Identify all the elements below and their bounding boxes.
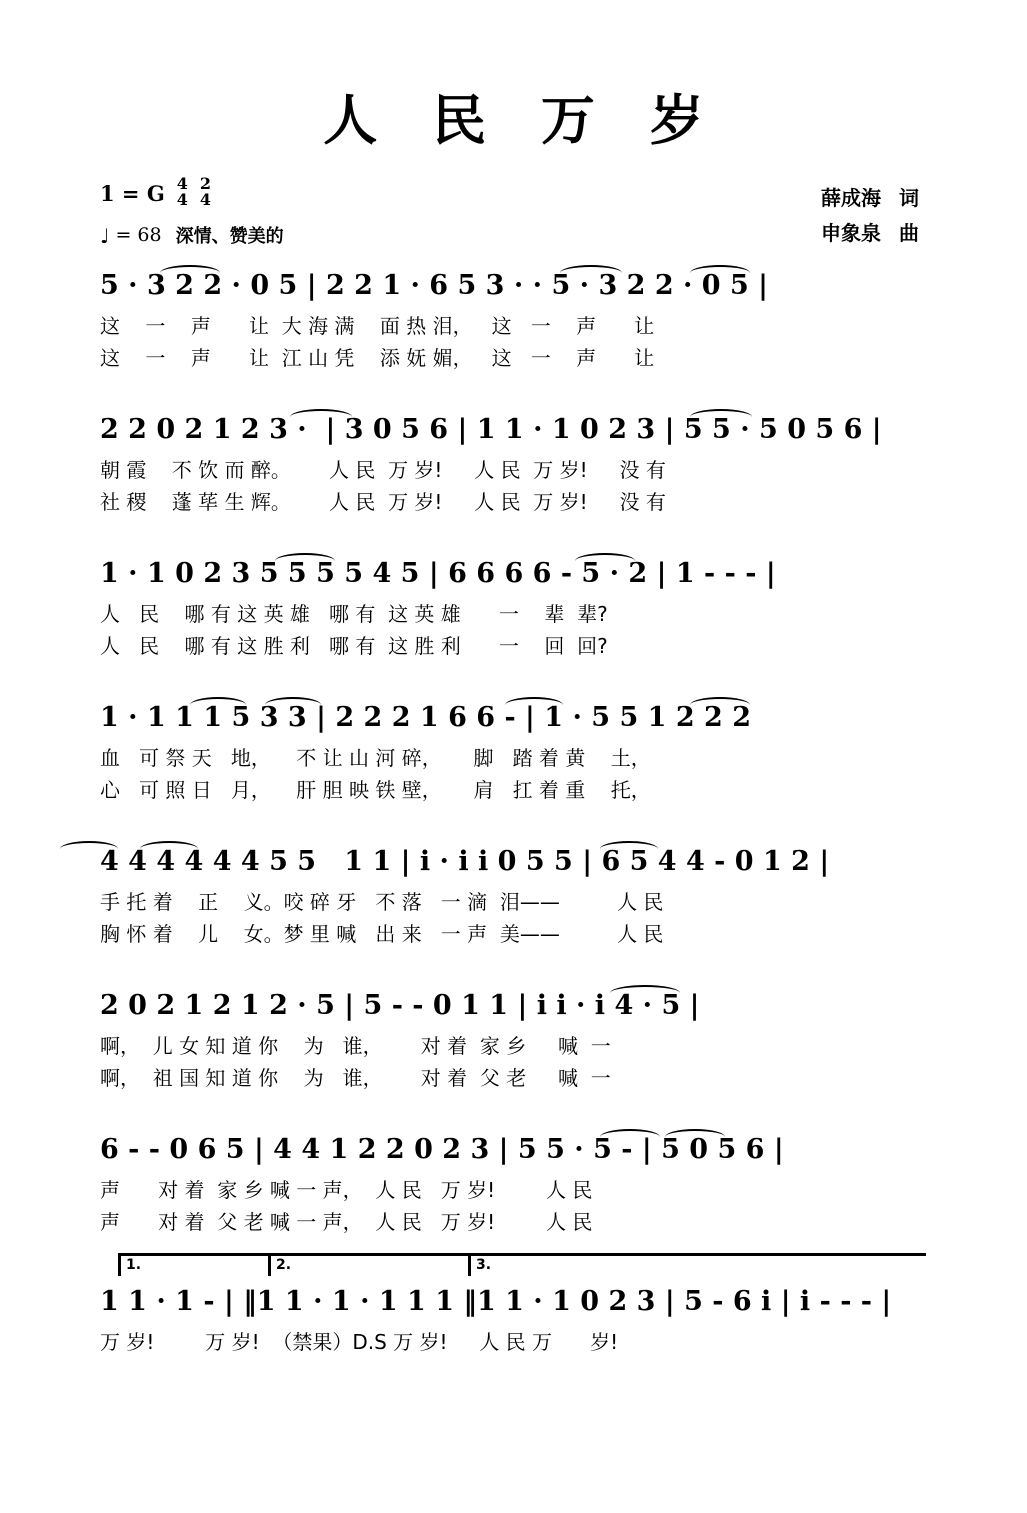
lyric-line-1: 这 一 声 让 大 海 满 面 热 泪， 这 一 声 让 [100,314,655,338]
ending-brackets [100,1253,927,1275]
credits-block [821,181,919,251]
lyric-line-2: 声 对 着 父 老 喊 一 声， 人 民 万 岁! 人 民 [100,1210,593,1234]
music-systems [0,263,1027,1359]
endings-notation-line: 1 1 · 1 - | ‖1 1 · 1 · 1 1 1 ‖1 1 · 1 0 2 3 | 5 - 6 i | i - - - | [100,1286,892,1317]
quarter-note-icon: ♩ [100,224,110,248]
key-and-tempo-block [100,174,284,248]
music-system [0,983,1027,1095]
tempo-value: = 68 [115,224,162,246]
meter-secondary: 2 4 [199,174,212,209]
notation-line: 1 · 1 1 1 5 3 3 | 2 2 2 1 6 6 - | 1 · 5 5 1 2 2 2 [100,702,751,733]
lyric-line-2: 胸 怀 着 儿 女。梦 里 喊 出 来 一 声 美—— 人 民 [100,922,664,946]
music-system [0,263,1027,375]
notation-line: 5 · 3 2 2 · 0 5 | 2 2 1 · 6 5 3 · · 5 · 3 2 2 · 0 5 | [100,270,768,301]
lyric-line-2: 心 可 照 日 月， 肝 胆 映 铁 壁， 肩 扛 着 重 托， [100,778,651,802]
key-signature: 1 = G [100,180,165,206]
ending-bracket-1: 1. [118,1253,271,1276]
composer-role: 曲 [899,221,919,245]
endings-system [0,1253,1027,1359]
ending-bracket-3: 3. [468,1253,926,1276]
tempo-description: 深情、赞美的 [175,226,284,247]
lyric-line-1: 朝 霞 不 饮 而 醉。 人 民 万 岁! 人 民 万 岁! 没 有 [100,458,666,482]
lyric-line-1: 啊， 儿 女 知 道 你 为 谁， 对 着 家 乡 喊 一 [100,1034,611,1058]
lyricist-role: 词 [899,186,919,210]
lyricist-name: 薛成海 [821,186,881,210]
lyric-line-1: 血 可 祭 天 地， 不 让 山 河 碎， 脚 踏 着 黄 土， [100,746,651,770]
notation-line: 2 2 0 2 1 2 3 · | 3 0 5 6 | 1 1 · 1 0 2 3 | 5 5 · 5 0 5 6 | [100,414,882,445]
page-title: 人 民 万 岁 [323,88,722,152]
composer-name: 申象泉 [821,221,881,245]
lyric-line-2: 社 稷 蓬 荜 生 辉。 人 民 万 岁! 人 民 万 岁! 没 有 [100,490,666,514]
lyric-line-2: 这 一 声 让 江 山 凭 添 妩 媚， 这 一 声 让 [100,346,655,370]
notation-line: 1 · 1 0 2 3 5 5 5 5 4 5 | 6 6 6 6 - 5 · 2 | 1 - - - | [100,558,776,589]
music-system [0,839,1027,951]
lyric-line-1: 人 民 哪 有 这 英 雄 哪 有 这 英 雄 一 辈 辈? [100,602,608,626]
lyric-line-2: 人 民 哪 有 这 胜 利 哪 有 这 胜 利 一 回 回? [100,634,608,658]
notation-line: 2 0 2 1 2 1 2 · 5 | 5 - - 0 1 1 | i i · i 4 · 5 | [100,990,700,1021]
meter-primary: 4 4 [176,174,188,209]
music-system [0,695,1027,807]
music-system [0,407,1027,519]
lyric-line-1: 声 对 着 家 乡 喊 一 声， 人 民 万 岁! 人 民 [100,1178,593,1202]
score-header [0,174,1027,257]
notation-line: 4 4 4 4 4 4 5 5 1 1 | i · i i 0 5 5 | 6 5 4 4 - 0 1 2 | [100,846,830,877]
endings-lyric-line: 万 岁! 万 岁! （禁果）D.S 万 岁! 人 民 万 岁! [100,1330,619,1354]
music-system [0,551,1027,663]
lyric-line-2: 啊， 祖 国 知 道 你 为 谁， 对 着 父 老 喊 一 [100,1066,611,1090]
lyric-line-1: 手 托 着 正 义。咬 碎 牙 不 落 一 滴 泪—— 人 民 [100,890,664,914]
notation-line: 6 - - 0 6 5 | 4 4 1 2 2 0 2 3 | 5 5 · 5 - | 5 0 5 6 | [100,1134,784,1165]
music-system [0,1127,1027,1239]
ending-bracket-2: 2. [268,1253,471,1276]
